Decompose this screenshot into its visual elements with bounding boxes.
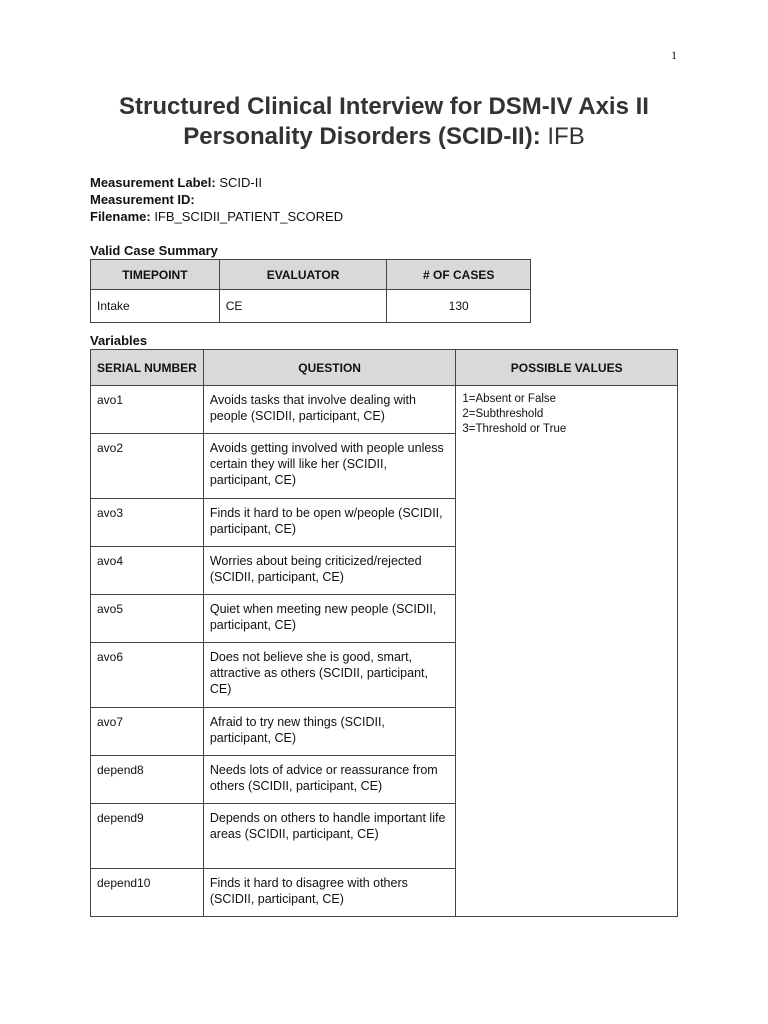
variables-heading: Variables (90, 333, 148, 348)
serial-number-cell: avo3 (91, 499, 204, 547)
measurement-meta (90, 174, 343, 225)
valid-case-summary-table (90, 259, 531, 323)
variables-col-question: QUESTION (203, 350, 456, 386)
summary-cases-cell: 130 (387, 290, 531, 323)
variables-col-values: POSSIBLE VALUES (456, 350, 678, 386)
question-cell: Avoids tasks that involve dealing with people (SCIDII, participant, CE) (203, 386, 456, 434)
page-title (60, 92, 708, 152)
variables-header-row (91, 350, 678, 386)
question-cell: Does not believe she is good, smart, attractive as others (SCIDII, participant, CE) (203, 643, 456, 708)
table-row (91, 386, 678, 434)
measurement-id-key: Measurement ID: (90, 192, 195, 207)
possible-values-cell (456, 386, 678, 917)
summary-col-timepoint: TIMEPOINT (91, 260, 220, 290)
filename-line (90, 208, 343, 225)
possible-value-item: 1=Absent or False (462, 393, 557, 405)
question-cell: Needs lots of advice or reassurance from others (SCIDII, participant, CE) (203, 756, 456, 804)
measurement-id-line (90, 191, 343, 208)
question-cell: Afraid to try new things (SCIDII, participant, CE) (203, 708, 456, 756)
title-main: Structured Clinical Interview for DSM-IV Axis II Personality Disorders (SCID-II): (119, 93, 649, 150)
question-cell: Worries about being criticized/rejected (SCIDII, participant, CE) (203, 547, 456, 595)
title-suffix: IFB (540, 123, 585, 150)
measurement-label-line (90, 174, 343, 191)
serial-number-cell: avo1 (91, 386, 204, 434)
filename-value: IFB_SCIDII_PATIENT_SCORED (154, 209, 344, 224)
serial-number-cell: depend9 (91, 804, 204, 869)
question-cell: Finds it hard to be open w/people (SCIDII, participant, CE) (203, 499, 456, 547)
measurement-label-key: Measurement Label: (90, 175, 216, 190)
summary-col-cases: # OF CASES (387, 260, 531, 290)
possible-value-item: 2=Subthreshold (462, 408, 544, 420)
question-cell: Depends on others to handle important life areas (SCIDII, participant, CE) (203, 804, 456, 869)
possible-value-item: 3=Threshold or True (462, 423, 567, 435)
summary-header-row (91, 260, 531, 290)
measurement-label-value: SCID-II (219, 175, 262, 190)
question-cell: Quiet when meeting new people (SCIDII, participant, CE) (203, 595, 456, 643)
serial-number-cell: avo2 (91, 434, 204, 499)
serial-number-cell: avo6 (91, 643, 204, 708)
serial-number-cell: depend8 (91, 756, 204, 804)
question-cell: Avoids getting involved with people unless certain they will like her (SCIDII, participant, CE) (203, 434, 456, 499)
serial-number-cell: avo5 (91, 595, 204, 643)
table-row (91, 290, 531, 323)
summary-heading: Valid Case Summary (90, 243, 218, 258)
summary-timepoint-cell: Intake (91, 290, 220, 323)
filename-key: Filename: (90, 209, 151, 224)
serial-number-cell: depend10 (91, 869, 204, 917)
question-cell: Finds it hard to disagree with others (SCIDII, participant, CE) (203, 869, 456, 917)
serial-number-cell: avo7 (91, 708, 204, 756)
variables-col-serial: SERIAL NUMBER (91, 350, 204, 386)
variables-table (90, 349, 678, 917)
summary-evaluator-cell: CE (219, 290, 387, 323)
summary-col-evaluator: EVALUATOR (219, 260, 387, 290)
page-number: 1 (671, 48, 677, 62)
serial-number-cell: avo4 (91, 547, 204, 595)
